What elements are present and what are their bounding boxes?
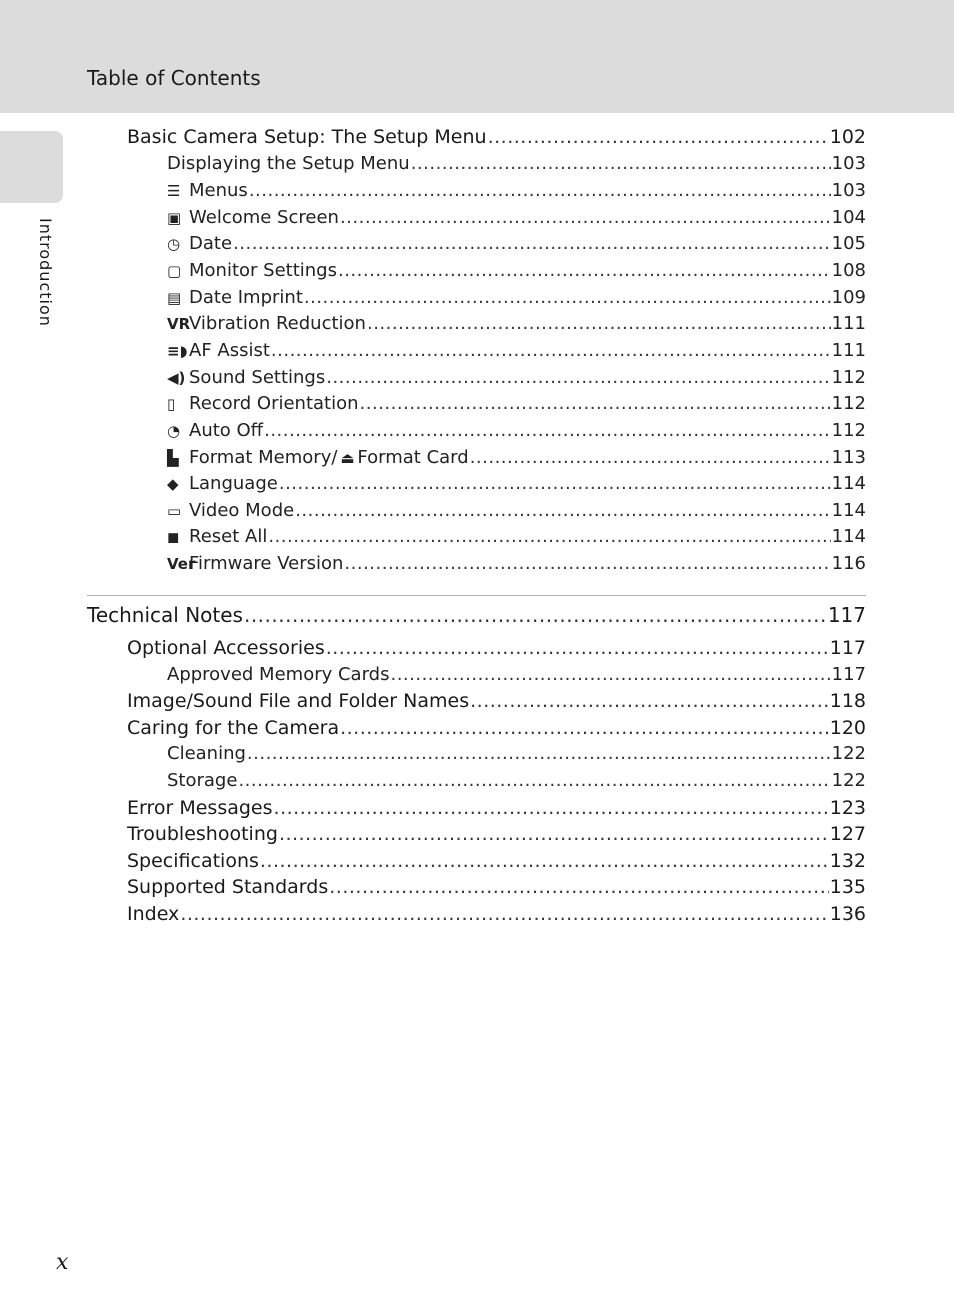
dot-leader [304,287,831,308]
toc-entry-page: 118 [829,690,866,713]
toc-entry-record-orientation[interactable] [167,393,866,414]
toc-entry-text: Format Card [357,446,469,468]
dot-leader [411,153,831,174]
toc-entry-text: Reset All [189,526,268,548]
toc-entry-troubleshooting[interactable] [127,823,866,845]
toc-entry-page: 102 [829,126,866,148]
toc-entry-page: 122 [831,770,866,791]
toc-entry-reset-all[interactable] [167,526,866,547]
toc-entry-page: 104 [831,206,866,228]
toc-entry-text: Date [189,233,233,255]
speaker-icon: ◀) [167,368,186,387]
toc-entry-text: Menus [189,180,248,201]
toc-entry-page: 136 [829,903,866,925]
toc-entry-page: 108 [831,259,866,281]
section-divider [87,595,866,596]
toc-entry-text: Auto Off [189,419,264,441]
toc-entry-page: 114 [831,473,866,495]
dot-leader [295,500,830,521]
dot-leader [360,393,831,414]
toc-entry-page: 114 [831,499,866,521]
toc-entry-af-assist[interactable] [167,340,866,361]
toc-entry-page: 113 [831,446,866,468]
dot-leader [274,797,829,819]
toc-entry-label: Technical Notes [87,603,243,627]
dot-leader [271,340,831,361]
toc-entry-setup-menu[interactable] [127,126,866,148]
toc-entry-text: Welcome Screen [189,206,339,228]
auto-off-icon: ◔ [167,421,181,440]
dot-leader [326,367,830,388]
dot-leader [367,313,831,334]
date-imprint-icon: ▤ [167,288,182,307]
dot-leader [249,180,831,201]
dot-leader [180,903,828,925]
toc-entry-page: 122 [831,743,866,765]
toc-entry-label: Error Messages [127,796,273,819]
toc-entry-page: 127 [829,823,866,846]
page-number: x [56,1250,69,1275]
toc-entry-label [167,420,263,441]
dot-leader [244,603,827,627]
toc-entry-page: 120 [829,716,866,739]
toc-entry-page: 103 [831,153,866,174]
toc-entry-text: Monitor Settings [189,259,337,281]
dot-leader [329,876,828,898]
toc-entry-text: Sound Settings [189,366,326,388]
toc-entry-optional-accessories[interactable] [127,637,866,659]
toc-entry-text: Language [189,473,278,495]
toc-entry-page: 117 [829,637,866,659]
toc-entry-approved-memory-cards[interactable] [167,664,866,685]
dot-leader [279,823,829,845]
dot-leader [344,553,830,574]
dot-leader [340,717,829,739]
toc-entry-label: Troubleshooting [127,823,278,846]
toc-entry-text: Record Orientation [189,393,359,415]
dot-leader [247,743,831,764]
toc-entry-label [167,367,325,388]
toc-entry-page: 117 [827,603,866,627]
toc-entry-label: Displaying the Setup Menu [167,153,410,174]
toc-entry-page: 109 [831,286,866,308]
toc-entry-label: Supported Standards [127,876,329,899]
toc-entry-label: Cleaning [167,743,246,765]
toc-entry-displaying-setup-menu[interactable] [167,153,866,174]
toc-entry-label [167,313,366,334]
dot-leader [268,526,830,547]
toc-entry-cleaning[interactable] [167,743,866,764]
toc-entry-label: Index [127,903,180,925]
welcome-screen-icon: ▣ [167,208,182,227]
toc-entry-label [167,553,343,574]
af-assist-icon: ≡◗ [167,341,188,360]
toc-entry-clock[interactable] [167,233,866,254]
language-icon: ◆ [167,475,179,494]
dot-leader [338,260,831,281]
toc-entry-page: 117 [831,663,866,685]
toc-entry-label: Storage [167,770,238,791]
toc-entry-auto-off[interactable] [167,420,866,441]
toc-entry-page: 112 [831,419,866,441]
toc-entry-page: 103 [831,180,866,201]
dot-leader [390,664,830,685]
dot-leader [260,850,829,872]
dot-leader [279,473,831,494]
toc-entry-page: 111 [831,339,866,361]
toc-entry-index[interactable] [127,903,866,925]
dot-leader [470,690,829,712]
toc-entry-text: Video Mode [189,499,295,521]
dot-leader [470,447,831,468]
toc-entry-storage[interactable] [167,770,866,791]
section-tab-label: Introduction [36,218,55,327]
toc-entry-supported-standards[interactable] [127,876,866,898]
toc-entry-page: 116 [831,553,866,575]
toc-entry-label [167,180,248,201]
record-orientation-icon: ▯ [167,395,176,414]
toc-entry-date-imprint[interactable] [167,287,866,308]
toc-entry-speaker[interactable] [167,367,866,388]
toc-entry-label [167,447,469,468]
toc-entry-label [167,287,303,308]
section-tab [0,131,63,203]
toc-entry-label [167,393,359,414]
toc-entry-page: 112 [831,393,866,415]
toc-entry-page: 123 [829,796,866,819]
toc-entry-error-messages[interactable] [127,797,866,819]
toc-entry-monitor[interactable] [167,260,866,281]
toc-entry-label: Basic Camera Setup: The Setup Menu [127,126,487,148]
toc-entry-page: 132 [829,849,866,872]
toc-entry-format-memory[interactable] [167,447,866,468]
dot-leader [488,126,829,148]
header-band [0,0,954,113]
toc-entry-label [167,473,278,494]
video-mode-icon: ▭ [167,501,182,520]
toc-entry-page: 105 [831,233,866,255]
monitor-icon: ▢ [167,261,182,280]
toc-entry-text: Firmware Version [189,553,344,575]
toc-entry-label [167,260,337,281]
toc-entry-image-sound-file-and-folder-names[interactable] [127,690,866,712]
toc-entry-welcome-screen[interactable] [167,207,866,228]
toc-entry-label [167,207,339,228]
toc-entry-page: 111 [831,313,866,335]
vr-icon: VR [167,315,191,334]
toc-entry-language[interactable] [167,473,866,494]
toc-entry-page: 114 [831,526,866,548]
dot-leader [233,233,831,254]
toc-entry-label: Image/Sound File and Folder Names [127,690,470,713]
toc-entry-label [167,500,294,521]
toc-entry-label: Caring for the Camera [127,716,340,739]
toc-entry-text: Vibration Reduction [189,313,366,335]
toc-entry-video-mode[interactable] [167,500,866,521]
dot-leader [238,770,830,791]
menus-icon: ☰ [167,182,181,200]
dot-leader [326,637,829,659]
toc-entry-label [167,233,232,254]
toc-entry-caring-for-the-camera[interactable] [127,717,866,739]
toc-entry-label: Approved Memory Cards [167,663,390,685]
toc-entry-vr[interactable] [167,313,866,334]
toc-entry-text: Date Imprint [189,286,303,308]
toc-entry-label [167,526,267,547]
memory-card-icon: ⏏ [340,448,355,467]
toc-entry-page: 112 [831,366,866,388]
toc-entry-specifications[interactable] [127,850,866,872]
toc-entry-page: 135 [829,876,866,899]
toc-entry-label: Optional Accessories [127,637,325,659]
toc-entry-text: Format Memory/ [189,446,338,468]
dot-leader [340,207,831,228]
firmware-version-icon: Ver [167,555,196,574]
toc-entry-technical-notes[interactable] [87,603,866,627]
toc-entry-label: Specifications [127,849,259,872]
clock-icon: ◷ [167,235,181,254]
page-title: Table of Contents [87,66,261,90]
format-memory-icon: ▙ [167,448,179,467]
toc-entry-menus[interactable] [167,180,866,201]
toc-entry-firmware-version[interactable] [167,553,866,574]
toc-entry-label [167,340,270,361]
dot-leader [264,420,831,441]
reset-all-icon: ◼ [167,528,180,547]
toc-entry-text: AF Assist [189,339,270,361]
